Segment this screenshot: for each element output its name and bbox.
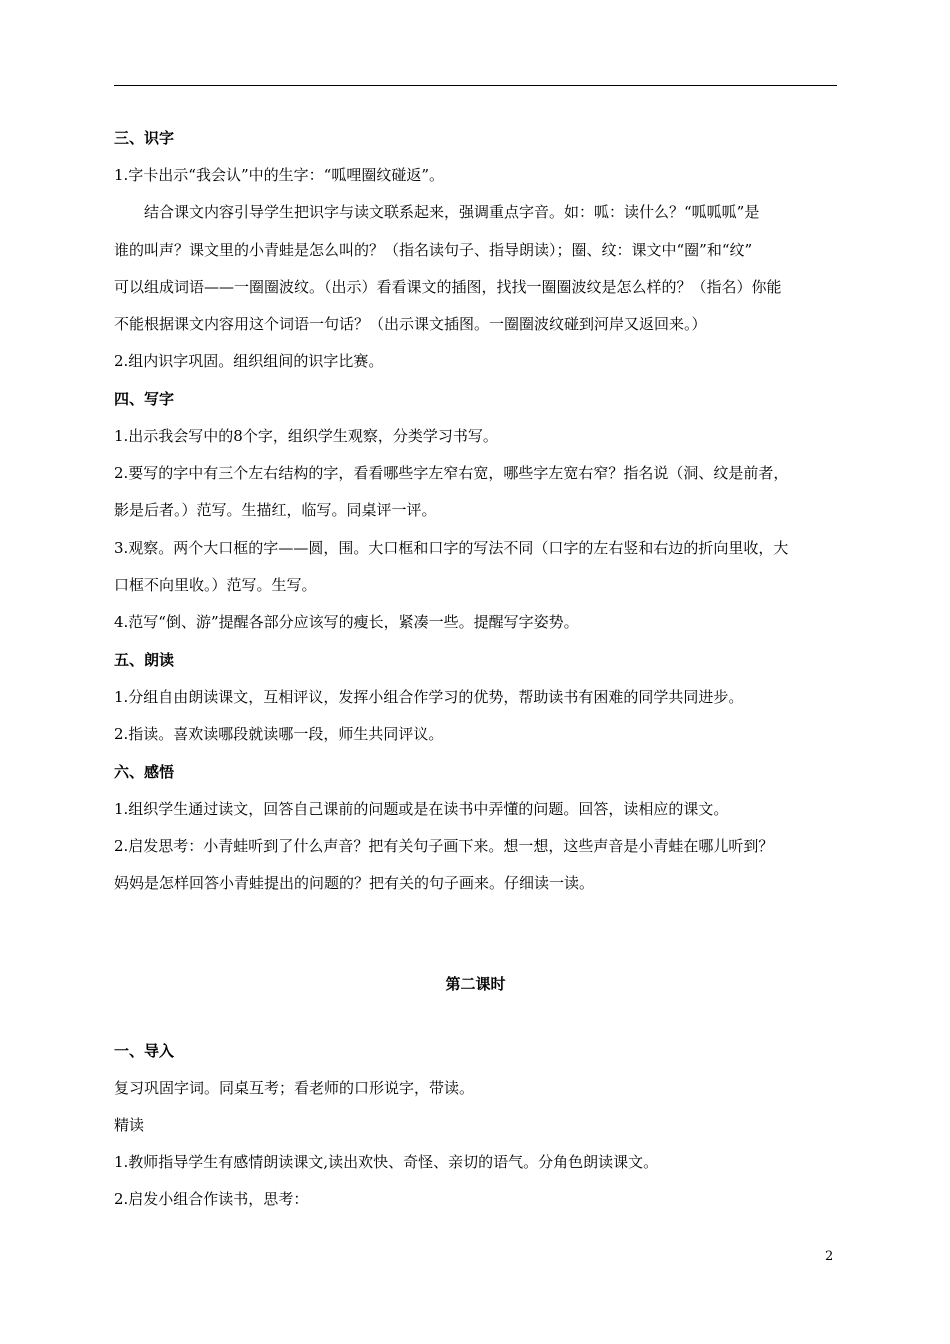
paragraph-line: 2.启发思考：小青蛙听到了什么声音？把有关句子画下来。想一想，这些声音是小青蛙在哪儿听到？: [114, 837, 774, 855]
paragraph-line: 3.观察。两个大口框的字——圆，围。大口框和口字的写法不同（口字的左右竖和右边的折向里收，大: [114, 539, 789, 557]
paragraph-line: 口框不向里收。）范写。生写。: [114, 576, 317, 594]
paragraph-line: 2.要写的字中有三个左右结构的字，看看哪些字左窄右宽，哪些字左宽右窄？指名说（洞、纹是前者，: [114, 464, 789, 482]
section-heading-shizi: 三、识字: [114, 129, 175, 147]
paragraph-line: 4.范写“倒、游”提醒各部分应该写的瘦长，紧凑一些。提醒写字姿势。: [114, 613, 579, 631]
paragraph-line: 1.字卡出示“我会认”中的生字：“呱哩圈纹碰返”。: [114, 166, 444, 184]
paragraph-line: 谁的叫声？课文里的小青蛙是怎么叫的？（指名读句子、指导朗读）；圈、纹：课文中“圈”和“纹”: [114, 241, 753, 259]
paragraph-line: 不能根据课文内容用这个词语一句话？（出示课文插图。一圈圈波纹碰到河岸又返回来。）: [114, 315, 707, 333]
section-heading-xiezi: 四、写字: [114, 390, 175, 408]
paragraph-line: 1.出示我会写中的8个字，组织学生观察，分类学习书写。: [114, 427, 498, 445]
paragraph-line: 2.组内识字巩固。组织组间的识字比赛。: [114, 352, 384, 370]
section-heading-ganwu: 六、感悟: [114, 763, 175, 781]
paragraph-line: 结合课文内容引导学生把识字与读文联系起来，强调重点字音。如：呱：读什么？“呱呱呱”是: [144, 203, 760, 221]
paragraph-line: 可以组成词语——一圈圈波纹。（出示）看看课文的插图，找找一圈圈波纹是怎么样的？（指名）你能: [114, 278, 782, 296]
paragraph-line: 2.启发小组合作读书，思考：: [114, 1190, 309, 1208]
paragraph-line: 1.组织学生通过读文，回答自己课前的问题或是在读书中弄懂的问题。回答，读相应的课文。: [114, 800, 729, 818]
lesson-title: 第二课时: [445, 975, 506, 993]
paragraph-line: 妈妈是怎样回答小青蛙提出的问题的？把有关的句子画来。仔细读一读。: [114, 874, 595, 892]
paragraph-line: 2.指读。喜欢读哪段就读哪一段，师生共同评议。: [114, 725, 444, 743]
header-rule: [114, 85, 837, 86]
section-heading-langdu: 五、朗读: [114, 651, 175, 669]
paragraph-line: 1.教师指导学生有感情朗读课文,读出欢快、奇怪、亲切的语气。分角色朗读课文。: [114, 1153, 659, 1171]
section-heading-daoru: 一、导入: [114, 1042, 175, 1060]
paragraph-line: 复习巩固字词。同桌互考；看老师的口形说字，带读。: [114, 1079, 475, 1097]
paragraph-line: 1.分组自由朗读课文，互相评议，发挥小组合作学习的优势，帮助读书有困难的同学共同进步。: [114, 688, 744, 706]
paragraph-line: 精读: [114, 1116, 145, 1134]
page-number: 2: [825, 1249, 834, 1264]
paragraph-line: 影是后者。）范写。生描红，临写。同桌评一评。: [114, 501, 437, 519]
